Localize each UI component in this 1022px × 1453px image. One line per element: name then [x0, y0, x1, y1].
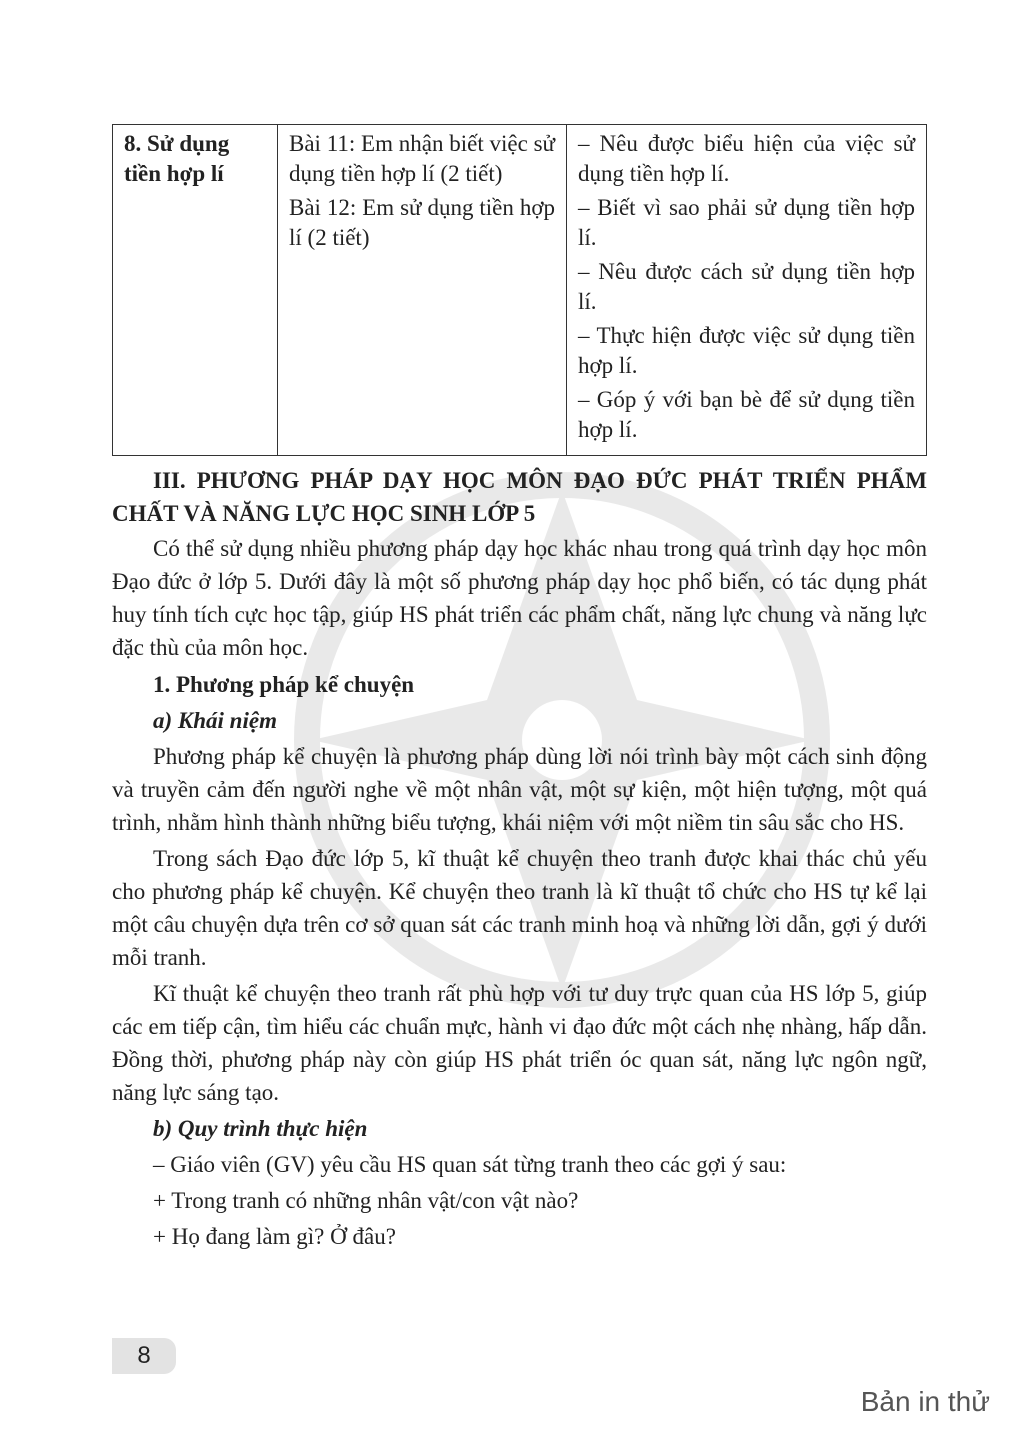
lesson-item: Bài 11: Em nhận biết việc sử dụng tiền hợp lí (2 tiết) [289, 131, 555, 186]
process-line: + Họ đang làm gì? Ở đâu? [153, 1224, 396, 1249]
body-paragraph: Trong sách Đạo đức lớp 5, kĩ thuật kể chuyện theo tranh được khai thác chủ yếu cho phương pháp kể chuyện. Kể chuyện theo tranh là kĩ thuật tổ chức cho HS tự kể lại một câu chuyện dựa trên cơ sở quan sát các tranh minh hoạ và những lời dẫn, gợi ý dưới mỗi tranh. [112, 846, 927, 970]
body-paragraph: Phương pháp kể chuyện là phương pháp dùng lời nói trình bày một cách sinh động và truyền cảm đến người nghe về một nhân vật, một sự kiện, một hiện tượng, một quá trình, nhằm hình thành những biểu tượng, khái niệm với một niềm tin sâu sắc cho HS. [112, 744, 927, 835]
method-title: 1. Phương pháp kể chuyện [153, 672, 415, 697]
lessons-cell [278, 125, 567, 456]
process-title: b) Quy trình thực hiện [153, 1116, 368, 1141]
lesson-item: Bài 12: Em sử dụng tiền hợp lí (2 tiết) [289, 195, 555, 250]
requirements-cell [567, 125, 927, 456]
concept-title: a) Khái niệm [153, 708, 277, 733]
requirement-item: – Biết vì sao phải sử dụng tiền hợp lí. [578, 195, 915, 250]
requirement-item: – Thực hiện được việc sử dụng tiền hợp lí. [578, 323, 915, 378]
process-line: – Giáo viên (GV) yêu cầu HS quan sát từng tranh theo các gợi ý sau: [153, 1152, 787, 1177]
page-number: 8 [112, 1338, 176, 1374]
intro-paragraph: Có thể sử dụng nhiều phương pháp dạy học khác nhau trong quá trình dạy học môn Đạo đức ở lớp 5. Dưới đây là một số phương pháp dạy học phổ biến, có tác dụng phát huy tính tích cực học tập, giúp HS phát triển các phẩm chất, năng lực chung và năng lực đặc thù của môn học. [112, 536, 927, 660]
requirement-item: – Góp ý với bạn bè để sử dụng tiền hợp lí. [578, 387, 915, 442]
table-row [113, 125, 927, 456]
section-title: III. PHƯƠNG PHÁP DẠY HỌC MÔN ĐẠO ĐỨC PHÁT TRIỂN PHẨM CHẤT VÀ NĂNG LỰC HỌC SINH LỚP 5 [112, 468, 927, 526]
process-line: + Trong tranh có những nhân vật/con vật nào? [153, 1188, 579, 1213]
requirement-item: – Nêu được biểu hiện của việc sử dụng tiền hợp lí. [578, 131, 915, 186]
page-content [112, 124, 927, 1256]
draft-label: Bản in thử [860, 1386, 990, 1417]
body-paragraph: Kĩ thuật kể chuyện theo tranh rất phù hợp với tư duy trực quan của HS lớp 5, giúp các em tiếp cận, tìm hiểu các chuẩn mực, hành vi đạo đức một cách nhẹ nhàng, hấp dẫn. Đồng thời, phương pháp này còn giúp HS phát triển óc quan sát, năng lực ngôn ngữ, năng lực sáng tạo. [112, 981, 927, 1105]
objectives-table [112, 124, 927, 456]
requirement-item: – Nêu được cách sử dụng tiền hợp lí. [578, 259, 915, 314]
topic-cell: 8. Sử dụng tiền hợp lí [113, 125, 278, 456]
